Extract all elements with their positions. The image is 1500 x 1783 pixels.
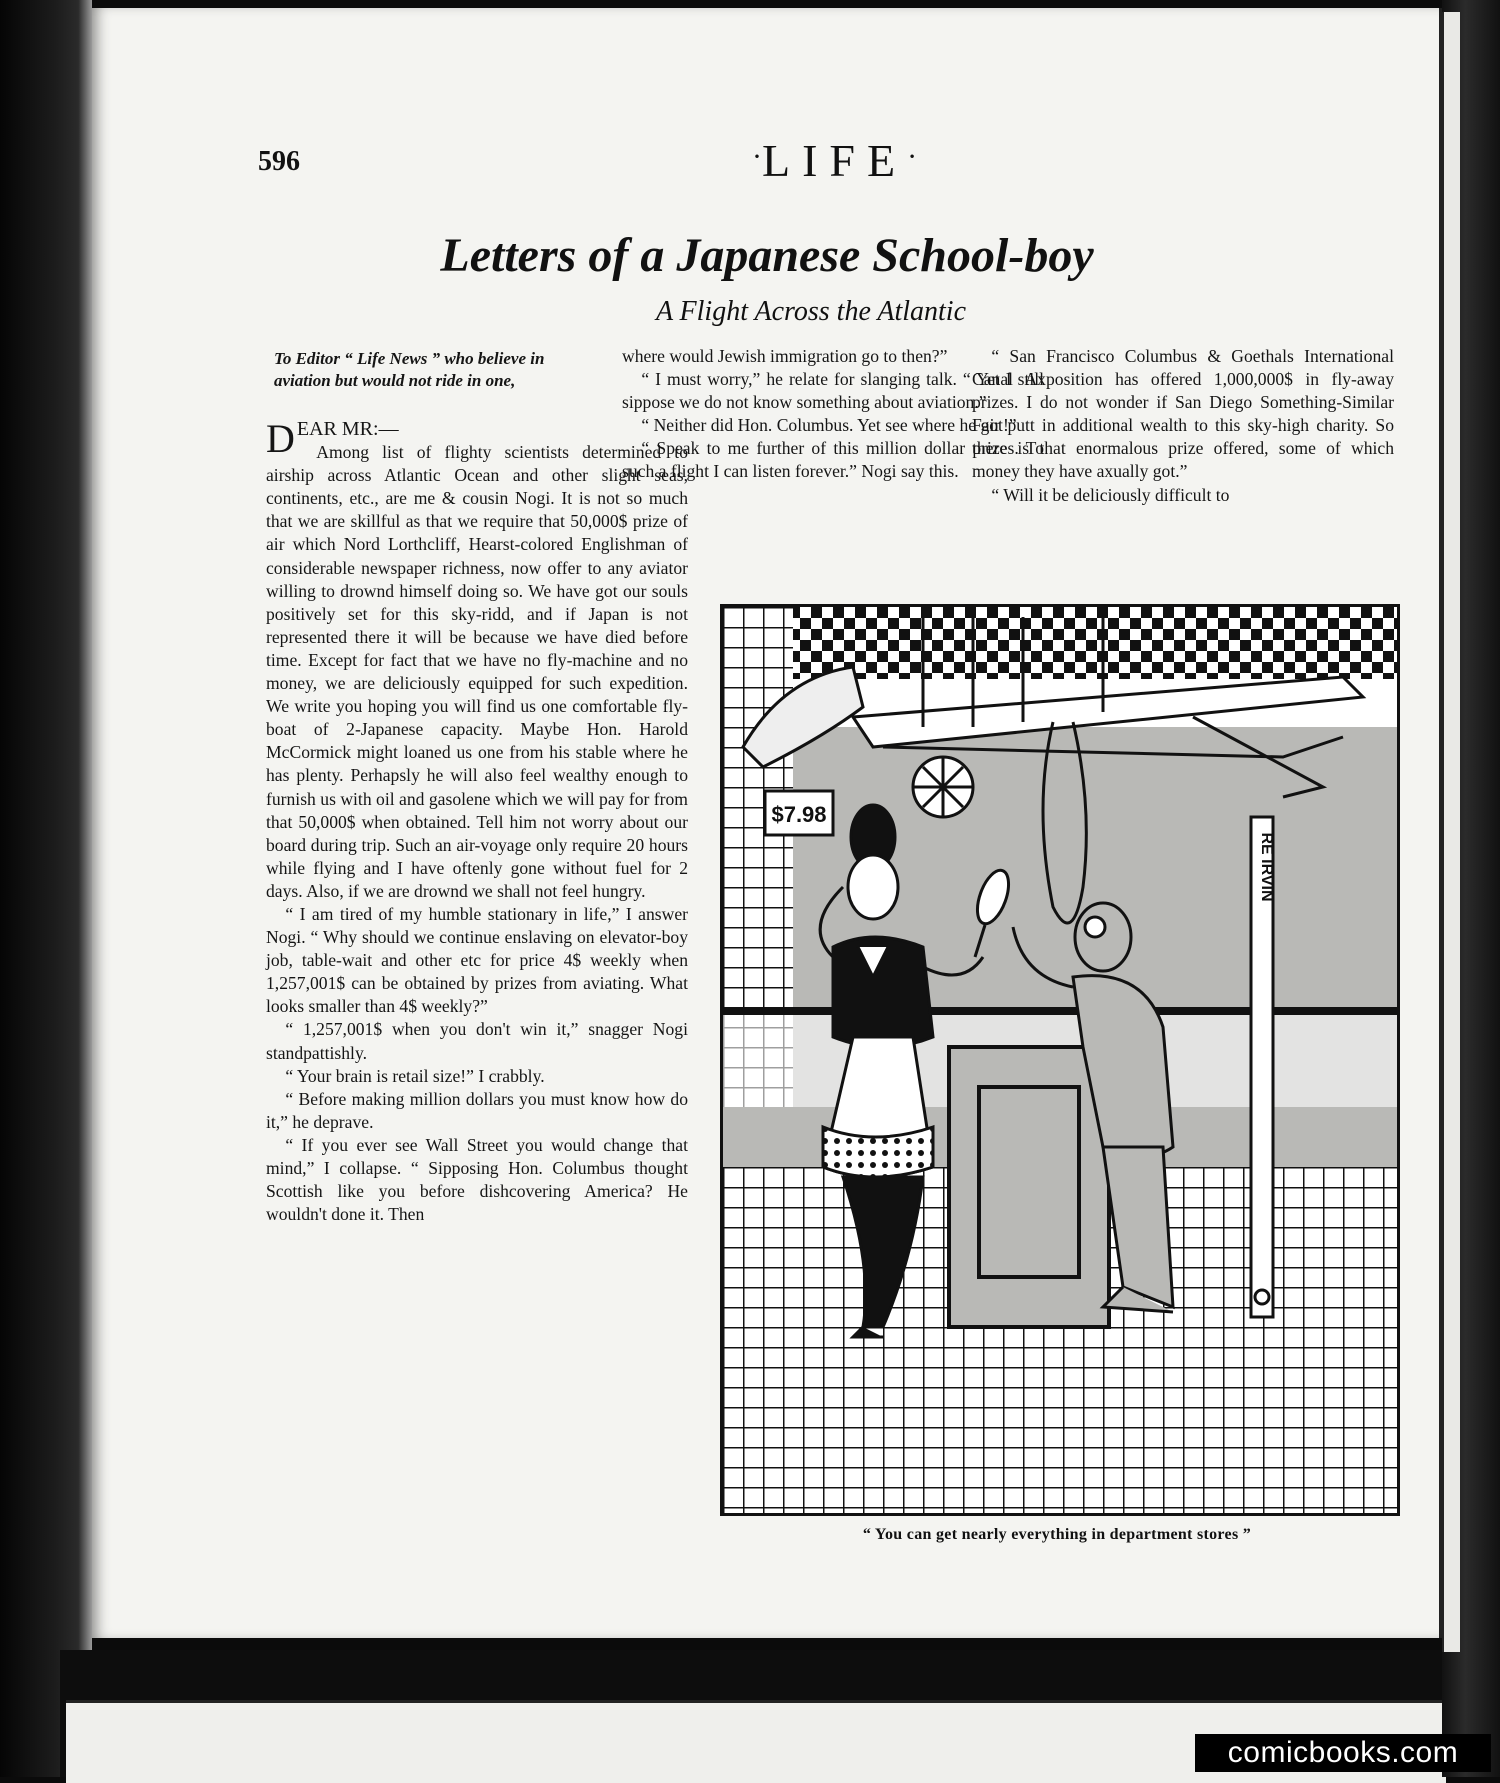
masthead-text: LIFE: [762, 135, 908, 186]
paragraph: “ I must worry,” he relate for slanging talk. “ Yet I still sippose we do not know something about aviation.”: [622, 369, 1044, 413]
salutation: EAR MR:—: [296, 418, 399, 440]
paragraph: where would Jewish immigration go to then?”: [622, 346, 948, 366]
paragraph: “ Neither did Hon. Columbus. Yet see where he got!”: [641, 415, 1017, 436]
drop-cap: D: [266, 416, 295, 461]
paragraph: “ If you ever see Wall Street you would change that mind,” I collapse. “ Sipposing Hon. Columbus thought Scottish like you before dishcovering America? He wouldn't done it. Then: [266, 1134, 688, 1225]
cartoon-illustration: [720, 604, 1400, 1516]
price-tag-text: $7.98: [771, 802, 827, 827]
masthead: [752, 134, 917, 187]
masthead-dot-left: ·: [752, 140, 762, 173]
price-tag: [765, 791, 833, 835]
dedication-line: aviation but would not ride in one,: [274, 371, 516, 390]
paragraph: “ San Francisco Columbus & Goethals International Canal Axposition has offered 1,000,000$ in fly-away prizes. I do not wonder if San Diego Something-Similar Fair putt in additional wealth to this sky-high charity. So there is that enormalous prize offered, some of which money they have axually got.”: [972, 346, 1394, 482]
paragraph: “ 1,257,001$ when you don't win it,” snagger Nogi standpattishly.: [266, 1019, 688, 1063]
paragraph: “ Before making million dollars you must know how do it,” he deprave.: [266, 1088, 688, 1132]
page-number: 596: [258, 146, 300, 177]
book-binding-left: [0, 0, 92, 1777]
paragraph: “ Speak to me further of this million dollar prizes. To such a flight I can listen forever.” Nogi say this.: [622, 438, 1044, 482]
watermark-logo: comicbooks.com: [1195, 1734, 1491, 1772]
adjacent-page-strip: [1442, 12, 1460, 1652]
magazine-page: [92, 8, 1442, 1638]
article-title: Letters of a Japanese School-boy: [440, 229, 1094, 282]
paragraph: “ Will it be deliciously difficult to: [991, 484, 1230, 505]
signature-strip: [1251, 817, 1275, 1317]
text-column-3: [972, 345, 1394, 507]
artist-signature: RE IRVIN: [1258, 832, 1275, 902]
dedication-line: To Editor “ Life News ” who believe in: [274, 349, 545, 368]
store-counter: [949, 1047, 1109, 1327]
paragraph: Among list of flighty scientists determined to airship across Atlantic Ocean and other slight seas, continents, etc., are me & cousin Nogi. It is not so much that we are skillful as that we require that 50,000$ prize of air which Nord Lorthcliff, Hearst-colored Englishman of considerable newspaper richness, now offer to any aviator willing to drownd himself doing so. We have got our souls positively set for this sky-ridd, and if Japan is not represented there it will be because we have died before time. Except for fact that we have no fly-machine and no money, we are deliciously equipped for such expedition. We write you hoping you will find us one comfortable fly-boat of 2-Japanese capacity. Maybe Hon. Harold McCormick might loaned us one from his stable where he has plenty. Perhapsly he will also feel wealthy enough to furnish us with oil and gasolene which we will pay for from that 50,000$ when obtained. Tell him not worry about our board during trip. Such an air-voyage only require 20 hours while flying and I have oftenly gone without fuel for 2 days. Also, if we are drownd we shall not feel hungry.: [266, 442, 688, 901]
illustration-caption: “ You can get nearly everything in department stores ”: [862, 1526, 1252, 1543]
article-subtitle: A Flight Across the Atlantic: [655, 296, 967, 327]
counter-edge: [723, 1007, 1397, 1015]
paragraph: “ Your brain is retail size!” I crabbly.: [285, 1065, 545, 1086]
masthead-dot-right: ·: [907, 140, 918, 173]
paragraph: “ I am tired of my humble stationary in life,” I answer Nogi. “ Why should we continue enslaving on elevator-boy job, table-wait and other etc for price 4$ weekly when 1,257,001$ can be obtained by prizes from aviating. What looks smaller than 4$ weekly?”: [266, 903, 688, 1017]
ceiling-pattern: [723, 607, 1397, 679]
